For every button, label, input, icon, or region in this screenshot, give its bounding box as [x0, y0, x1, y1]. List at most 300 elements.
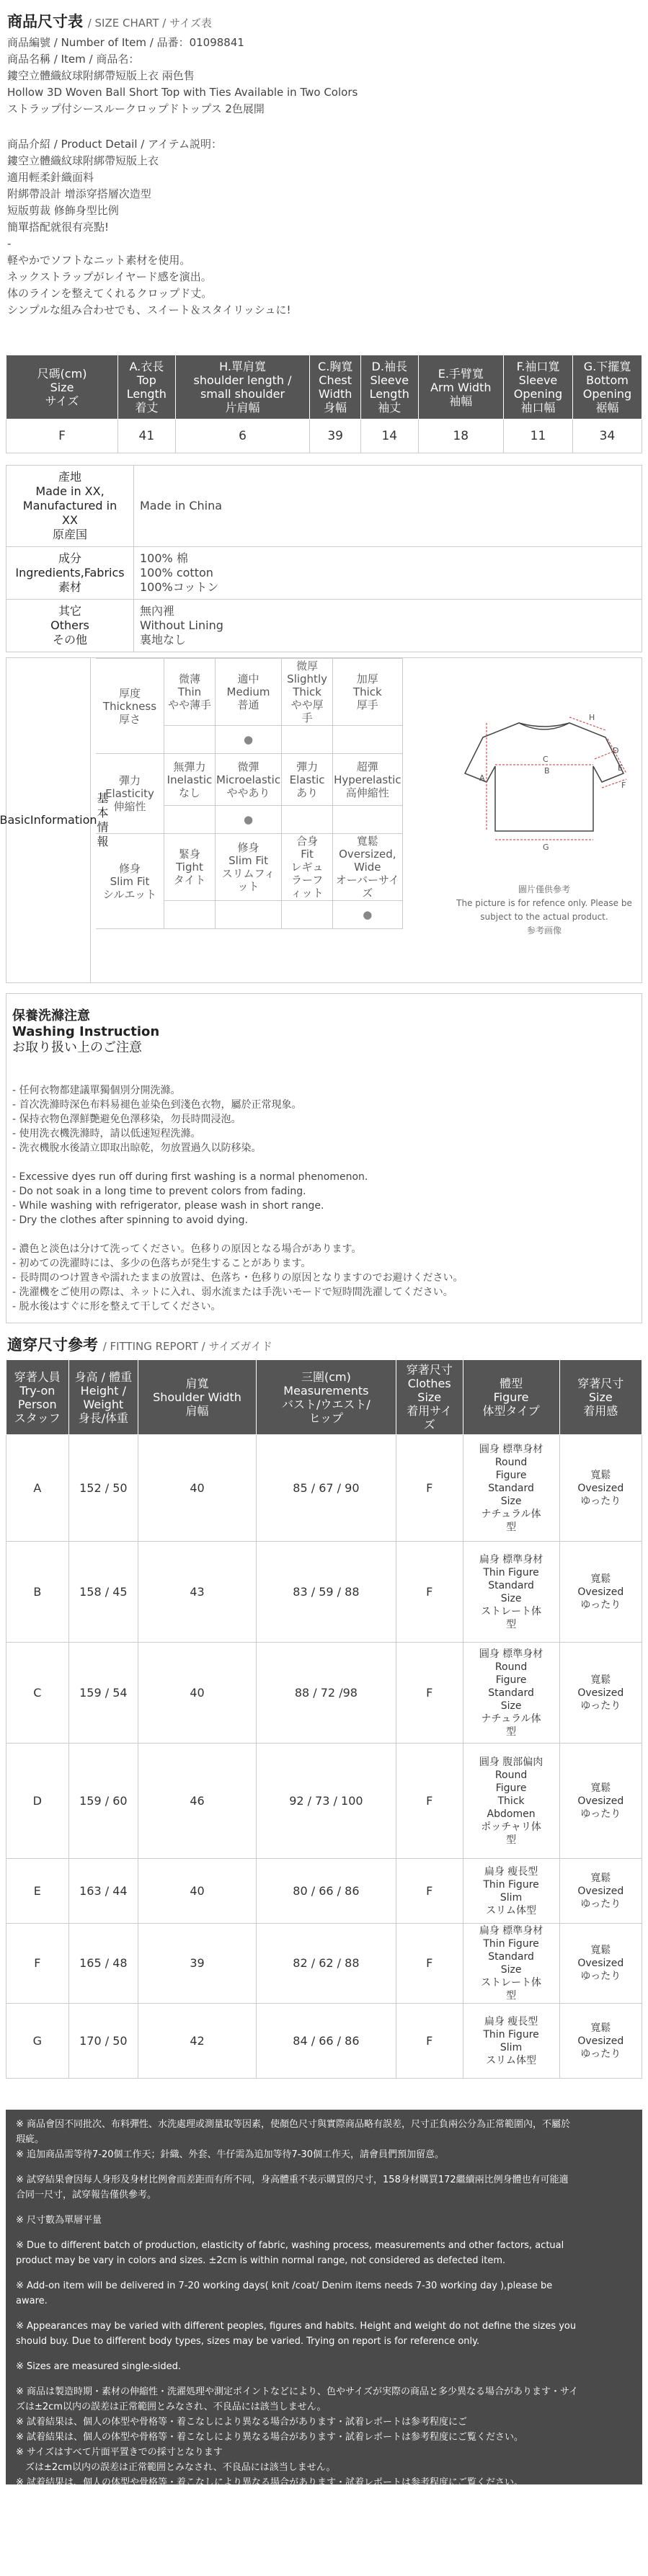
fit-height-weight: 158 / 45: [68, 1542, 138, 1643]
figure-line: Standard: [488, 1951, 534, 1963]
opt-line: ラーフ: [290, 874, 324, 887]
note-line: ※ 尺寸數為單層平量: [16, 2215, 102, 2226]
opt-line: スリムフィ: [221, 867, 275, 880]
note-line: ズは±2cm以内の誤差は正常範囲とみなされ、不良品には該当しません。: [16, 2402, 327, 2412]
detail-line: -: [7, 237, 12, 250]
detail-line: 短版剪裁 修飾身型比例: [7, 204, 119, 217]
figure-line: Thin Figure: [483, 2028, 539, 2040]
figure-line: Round: [494, 1769, 528, 1781]
size-header-cell: [118, 355, 176, 419]
basic-option: [282, 754, 333, 806]
header-line: 肩幅: [185, 1404, 209, 1418]
label-line: 其它: [58, 604, 81, 618]
fit-line: 寬鬆: [590, 1872, 611, 1884]
opt-line: なし: [178, 786, 200, 799]
size-header-cell: [360, 355, 418, 419]
selected-dot: ●: [216, 726, 282, 754]
header-line: 身高 / 體重: [74, 1369, 133, 1384]
header-line: ズ: [423, 1418, 435, 1431]
header-line: Opening: [582, 387, 632, 401]
figure-line: Round: [494, 1456, 528, 1468]
fit-height-weight: 163 / 44: [68, 1859, 138, 1924]
fit-height-weight: 165 / 48: [68, 1924, 138, 2004]
fit-row: [6, 1859, 642, 1924]
label-line: Manufactured in: [22, 499, 117, 512]
figure-line: 圓身 腹部偏肉: [479, 1756, 543, 1768]
figure-line: 圓身 標準身材: [479, 1443, 543, 1455]
label-line: 成分: [58, 551, 81, 565]
wash-line: [12, 1155, 632, 1170]
basic-information-panel: [0, 657, 642, 983]
figure-line: 型: [506, 1834, 517, 1846]
header-line: small shoulder: [200, 387, 285, 401]
figure-line: 扁身 瘦長型: [484, 1865, 538, 1878]
note-line: ※ 試穿結果會因每人身形及身材比例會而差距而有所不同，身高體重不表示購買的尺寸，158身材購買172繼續兩比例身體也有可能適: [16, 2175, 569, 2185]
figure-line: 型: [506, 1990, 517, 2002]
fit-row: [6, 2004, 642, 2079]
note-line: ズは±2cm以内の誤差は正常範囲とみなされ、不良品には該当しません。: [16, 2462, 336, 2473]
cat-line: 彈力: [118, 774, 141, 787]
fit-person: A: [6, 1435, 69, 1542]
fit-height-weight: 159 / 54: [68, 1643, 138, 1744]
size-row: [6, 419, 642, 453]
note-line: ※ Due to different batch of production, elasticity of fabric, washing process, measurements and other factors, actual: [16, 2240, 564, 2251]
fit-row: [6, 1924, 642, 2004]
note-line: 圖片僅供參考: [518, 884, 570, 894]
fit-shoulder: 42: [138, 2004, 257, 2079]
opt-line: 合身: [296, 835, 319, 848]
fit-measurements: 88 / 72 /98: [256, 1643, 396, 1744]
fit-measurements: 84 / 66 / 86: [256, 2004, 396, 2079]
fit-measurements: 82 / 62 / 88: [256, 1924, 396, 2004]
cat-line: シルエット: [102, 887, 157, 901]
detail-line: 体のラインを整えてくれるクロップド丈。: [7, 287, 213, 300]
opt-line: 緊身: [178, 848, 200, 861]
figure-line: Figure: [495, 1469, 527, 1481]
header-line: Size: [50, 380, 74, 394]
size-chart-table: [6, 355, 642, 453]
opt-line: 寬鬆: [356, 835, 378, 848]
basic-row: [96, 834, 402, 901]
header-line: 着用サイ: [407, 1404, 453, 1418]
fit-person: D: [6, 1744, 69, 1859]
fitting-report-table: [6, 1359, 642, 2079]
opt-line: 適中: [237, 672, 259, 685]
header-line: Size: [417, 1390, 442, 1404]
note-line: subject to the actual product.: [480, 912, 608, 922]
note-line: ※ Add-on item will be delivered in 7-20 working days( knit /coat/ Denim items needs 7-30 working day ),please be: [16, 2280, 553, 2291]
fit-line: ゆったり: [580, 1971, 621, 1982]
washing-instruction-panel: [6, 993, 642, 1323]
note-line: ※ 商品會因不同批次、布料彈性、水洗處理或測量取等因素，使顏色尺寸與實際商品略有誤差，尺寸正負兩公分為正常範圍內，不屬於: [16, 2119, 571, 2130]
size-cell: 14: [360, 419, 418, 453]
figure-line: 扁身 標準身材: [479, 1925, 543, 1937]
figure-line: Thin Figure: [483, 1566, 539, 1578]
opt-line: Medium: [226, 685, 270, 698]
size-chart-header: [7, 10, 634, 319]
header-line: E.手臂寬: [438, 366, 484, 381]
opt-line: レギュ: [290, 861, 324, 874]
figure-line: 型: [506, 1618, 517, 1630]
fit-measurements: 85 / 67 / 90: [256, 1435, 396, 1542]
header-line: Top: [136, 373, 156, 387]
label-line: Others: [50, 618, 89, 632]
fit-line: 寬鬆: [590, 1945, 611, 1956]
opt-line: 加厚: [356, 672, 378, 685]
fit-feel: [559, 1744, 642, 1859]
figure-line: Slim: [500, 1891, 523, 1904]
fit-measurements: 80 / 66 / 86: [256, 1859, 396, 1924]
figure-line: Thick: [497, 1795, 525, 1807]
wash-title-line: お取り扱い上のご注意: [12, 1040, 142, 1055]
fit-measurements: 83 / 59 / 88: [256, 1542, 396, 1643]
header-line: サイズ: [45, 394, 79, 408]
figure-letter: C: [543, 755, 549, 764]
detail-line: 附綁帶設計 增添穿搭層次造型: [7, 187, 151, 200]
basic-option: [282, 659, 333, 726]
note-line: ※ Appearances may be varied with different peoples, figures and habits. Height and weight do not define the sizes you: [16, 2321, 577, 2332]
origin-label: [6, 466, 134, 547]
fit-size: F: [396, 1924, 463, 2004]
wash-line: - Dry the clothes after spinning to avoid dying.: [12, 1214, 248, 1226]
figure-line: Standard: [488, 1687, 534, 1699]
header-line: Sleeve: [370, 373, 409, 387]
value-line: Made in China: [140, 499, 223, 512]
label-line: 原産国: [52, 528, 87, 541]
detail-line: 商品介紹 / Product Detail / アイテム説明：: [7, 138, 222, 151]
figure-letter: D: [613, 746, 619, 755]
fit-person: F: [6, 1924, 69, 2004]
fit-figure: [463, 1435, 559, 1542]
header-line: D.袖長: [371, 360, 407, 373]
size-cell: 18: [418, 419, 503, 453]
basic-option: [216, 834, 282, 901]
opt-line: Fit: [301, 848, 314, 861]
opt-line: やや厚: [290, 698, 324, 711]
fit-header-cell: [6, 1360, 69, 1435]
header-line: 穿著尺寸: [577, 1377, 624, 1390]
washing-title: [12, 1008, 159, 1056]
fit-line: Ovesized: [577, 1885, 624, 1897]
figure-line: ストレート体: [481, 1977, 542, 1989]
header-line: A.衣長: [129, 360, 164, 373]
opt-line: Thick: [352, 685, 382, 698]
size-header-cell: [175, 355, 310, 419]
fit-line: ゆったり: [580, 2048, 621, 2060]
wash-line: [12, 1227, 632, 1242]
header-line: 肩寬: [185, 1377, 209, 1390]
basic-info-grid: [96, 658, 403, 929]
fit-line: Ovesized: [577, 1795, 624, 1807]
fit-line: Ovesized: [577, 1482, 624, 1494]
note-line: 瑕疵。: [16, 2134, 45, 2145]
fit-figure: [463, 1542, 559, 1643]
header-line: H.單肩寬: [219, 360, 266, 373]
value-line: Without Lining: [140, 618, 223, 632]
fit-feel: [559, 1643, 642, 1744]
fit-person: B: [6, 1542, 69, 1643]
figure-line: 型: [506, 1521, 517, 1533]
header-line: バスト/ウエスト/: [282, 1397, 370, 1411]
fit-header-cell: [256, 1360, 396, 1435]
header-line: Arm Width: [430, 380, 492, 394]
side-line: Basic: [0, 813, 30, 827]
fit-line: Ovesized: [577, 1687, 624, 1699]
basic-option: [333, 659, 402, 726]
fit-line: Ovesized: [577, 1586, 624, 1598]
fit-feel: [559, 2004, 642, 2079]
opt-line: Wide: [354, 861, 381, 874]
wash-title-line: 保養洗滌注意: [12, 1008, 90, 1023]
notes-panel: [6, 2110, 642, 2503]
detail-line: 鏤空立體織紋球附綁帶短版上衣: [7, 154, 159, 167]
fit-line: 寬鬆: [590, 1573, 611, 1585]
fit-person: C: [6, 1643, 69, 1744]
header-line: 袖丈: [378, 401, 401, 414]
fit-size: F: [396, 1859, 463, 1924]
origin-row: [6, 547, 642, 600]
header-line: Measurements: [283, 1383, 369, 1398]
fit-header-cell: [396, 1360, 463, 1435]
fit-shoulder: 39: [138, 1924, 257, 2004]
side-line: Information: [30, 813, 97, 827]
note-gap: [16, 2268, 632, 2278]
header-line: Chest: [319, 373, 352, 387]
basic-option: [333, 834, 402, 901]
origin-fabric-table: [6, 465, 642, 652]
detail-line: 適用輕柔針織面料: [7, 171, 94, 184]
opt-line: 彈力: [296, 760, 319, 773]
size-cell: 39: [310, 419, 361, 453]
wash-line: - 洗濯機をご使用の際は、ネットに入れ、弱水流または手洗いモードで短時間洗濯してください。: [12, 1287, 453, 1298]
header-line: 身長/体重: [78, 1411, 129, 1425]
basic-option: [216, 659, 282, 726]
figure-line: 圓身 標準身材: [479, 1648, 543, 1660]
opt-line: Slim Fit: [228, 854, 268, 867]
figure-line: Standard: [488, 1579, 534, 1591]
fit-feel: [559, 1924, 642, 2004]
header-line: ヒップ: [309, 1411, 344, 1425]
wash-line: - 長時間のつけ置きや濡れたままの放置は、色落ち・色移りの原因となりますのでお避けください。: [12, 1272, 463, 1284]
note-gap: [16, 2162, 632, 2172]
wash-line: - While washing with refrigerator, please wash in short range.: [12, 1200, 324, 1212]
wash-line: - 任何衣物都建議單獨個別分開洗滌。: [12, 1085, 181, 1096]
note-line: ※ 試着結果は、個人の体型や骨格等・着こなしにより異なる場合があります・試着レポートは参考程度にご覧ください。: [16, 2477, 524, 2488]
value-line: 裏地なし: [140, 633, 187, 647]
note-line: 合同一尺寸，試穿報告僅供參考。: [16, 2190, 157, 2200]
basic-category: [96, 659, 164, 754]
header-line: shoulder length /: [193, 373, 292, 387]
size-cell: 41: [118, 419, 176, 453]
fit-height-weight: 170 / 50: [68, 2004, 138, 2079]
detail-line: ネックストラップがレイヤード感を演出。: [7, 270, 212, 283]
basic-category: [96, 754, 164, 834]
header-line: Width: [318, 387, 352, 401]
header-line: 穿著尺寸: [406, 1363, 453, 1377]
basic-dot-cell: [164, 806, 216, 834]
fit-line: ゆったり: [580, 1700, 621, 1712]
figure-line: Figure: [495, 1674, 527, 1686]
note-gap: [16, 2203, 632, 2213]
opt-line: あり: [296, 786, 319, 799]
header-line: Shoulder Width: [153, 1390, 241, 1404]
basic-dot-cell: [282, 901, 333, 929]
item-info-line: 鏤空立體織紋球附綁帶短版上衣 兩色售: [7, 69, 195, 82]
basic-dot-cell: [216, 901, 282, 929]
opt-line: 微薄: [178, 672, 200, 685]
fit-row: [6, 1542, 642, 1643]
opt-line: ややあり: [226, 786, 270, 799]
fit-shoulder: 40: [138, 1435, 257, 1542]
figure-note: [446, 883, 642, 938]
opt-line: Thick: [293, 685, 321, 698]
fit-line: 寬鬆: [590, 2022, 611, 2034]
fit-shoulder: 40: [138, 1859, 257, 1924]
label-line: 產地: [58, 470, 81, 484]
fit-height-weight: 159 / 60: [68, 1744, 138, 1859]
opt-line: ット: [237, 880, 259, 893]
figure-line: Size: [500, 1700, 522, 1712]
selected-dot: ●: [216, 806, 282, 834]
note-gap: [16, 2349, 632, 2359]
opt-line: Thin: [177, 685, 202, 698]
figure-line: 扁身 標準身材: [479, 1553, 543, 1565]
item-info-line: Hollow 3D Woven Ball Short Top with Ties Available in Two Colors: [7, 86, 358, 99]
note-line: ※ Sizes are measured single-sided.: [16, 2361, 182, 2372]
origin-label: [6, 547, 134, 600]
fit-shoulder: 40: [138, 1643, 257, 1744]
basic-dot-cell: [333, 726, 402, 754]
item-info-line: 商品編號 / Number of Item / 品番：01098841: [7, 36, 244, 49]
header-line: 片肩幅: [225, 401, 260, 414]
wash-line: - 保持衣物色澤鮮艷避免色澤移染，勿長時間浸泡。: [12, 1114, 241, 1125]
header-line: Length: [126, 387, 167, 401]
header-line: Clothes: [407, 1377, 451, 1390]
figure-line: スリム体型: [486, 1904, 537, 1917]
figure-line: Thin Figure: [483, 1878, 539, 1891]
basic-category: [96, 834, 164, 929]
header-line: 身幅: [324, 401, 347, 414]
fit-line: Ovesized: [577, 2035, 624, 2047]
basic-dot-cell: [333, 806, 402, 834]
washing-body: [12, 1083, 632, 1314]
size-header-cell: [310, 355, 361, 419]
label-line: その他: [52, 633, 87, 647]
cat-line: Thickness: [102, 699, 157, 713]
opt-line: タイト: [173, 874, 206, 887]
figure-letter: A: [479, 773, 485, 783]
figure-line: Size: [500, 1964, 522, 1976]
fit-header-cell: [559, 1360, 642, 1435]
header-line: G.下擺寬: [583, 360, 631, 373]
value-line: 100% cotton: [140, 566, 213, 579]
fit-size: F: [396, 1744, 463, 1859]
fit-row: [6, 1643, 642, 1744]
figure-line: Slim: [500, 2041, 523, 2053]
header-line: Sleeve: [518, 373, 558, 387]
figure-letter: B: [544, 766, 550, 776]
fit-line: ゆったり: [580, 1599, 621, 1611]
size-header-cell: [418, 355, 503, 419]
header-line: 着用感: [583, 1404, 618, 1418]
side-line: 基本情報: [97, 791, 109, 848]
basic-dot-cell: [282, 806, 333, 834]
fit-line: 寬鬆: [590, 1674, 611, 1686]
basic-option: [282, 834, 333, 901]
note-gap: [16, 2309, 632, 2319]
figure-letter: H: [589, 713, 595, 722]
fit-shoulder: 43: [138, 1542, 257, 1643]
item-info-lines: [7, 35, 634, 117]
fit-measurements: 92 / 73 / 100: [256, 1744, 396, 1859]
header-line: 裾幅: [595, 401, 619, 414]
fit-line: ゆったり: [580, 1898, 621, 1910]
opt-line: 無彈力: [173, 760, 206, 773]
opt-line: 修身: [237, 841, 259, 854]
figure-line: Size: [500, 1495, 522, 1507]
selected-dot: ●: [333, 901, 402, 929]
item-info-line: 商品名稱 / Item / 商品名：: [7, 53, 140, 66]
cat-line: 厚さ: [118, 712, 141, 726]
size-header-cell: [572, 355, 642, 419]
header-line: C.胸寬: [318, 360, 353, 373]
figure-line: Round: [494, 1661, 528, 1673]
note-line: ※ 試着結果は、個人の体型や骨格等・着こなしにより異なる場合があります・試着レポートは参考程度にご: [16, 2417, 468, 2428]
note-gap: [16, 2374, 632, 2384]
origin-value: [134, 600, 642, 652]
fit-shoulder: 46: [138, 1744, 257, 1859]
note-line: ※ 商品は製造時期・素材の伸縮性・洗濯処理や測定ポイントなどにより、色やサイズが実際の商品と多少異なる場合があります・サイ: [16, 2386, 579, 2397]
fit-size: F: [396, 2004, 463, 2079]
fit-row: [6, 1744, 642, 1859]
fit-figure: [463, 1643, 559, 1744]
header-line: 尺碼(cm): [37, 366, 87, 381]
header-line: 三圍(cm): [301, 1369, 351, 1384]
note-line: ※ サイズはすべて片面平置きでの採寸となります: [16, 2447, 223, 2458]
header-line: Try-on: [19, 1383, 56, 1398]
origin-value: [134, 466, 642, 547]
fit-size: F: [396, 1542, 463, 1643]
note-line: The picture is for refence only. Please be: [456, 898, 632, 908]
header-line: 袖幅: [449, 394, 473, 408]
opt-line: Hyperelastic: [334, 773, 401, 786]
wash-line: - 首次洗滌時深色布料易褪色並染色到淺色衣物，屬於正常現象。: [12, 1099, 302, 1111]
header-line: Size: [588, 1390, 613, 1404]
opt-line: ズ: [362, 887, 373, 900]
figure-line: ポッチャリ体: [481, 1821, 541, 1833]
opt-line: ィット: [290, 887, 324, 900]
header-line: 穿著人員: [14, 1369, 61, 1384]
note-line: ※ サイズはすべて片面平置きでの採寸となります: [16, 2492, 223, 2503]
fit-line: Ovesized: [577, 1958, 624, 1969]
opt-line: Microelastic: [216, 773, 281, 786]
figure-line: ナチュラル体: [481, 1713, 541, 1725]
fit-figure: [463, 2004, 559, 2079]
figure-letter: F: [621, 781, 626, 790]
basic-option: [164, 834, 216, 901]
basic-row: [96, 754, 402, 806]
detail-line: シンプルな組み合わせでも、スイート＆スタイリッシュに!: [7, 303, 291, 316]
opt-line: やや薄手: [167, 698, 211, 711]
wash-line: - 初めての洗濯時には、多少の色落ちが発生することがあります。: [12, 1258, 311, 1269]
fit-line: 寬鬆: [590, 1469, 611, 1481]
basic-option: [216, 754, 282, 806]
figure-letter: G: [543, 843, 549, 852]
figure-line: Standard: [488, 1482, 534, 1494]
fit-person: G: [6, 2004, 69, 2079]
label-line: 素材: [58, 580, 81, 594]
header-line: 体型タイプ: [482, 1404, 540, 1418]
